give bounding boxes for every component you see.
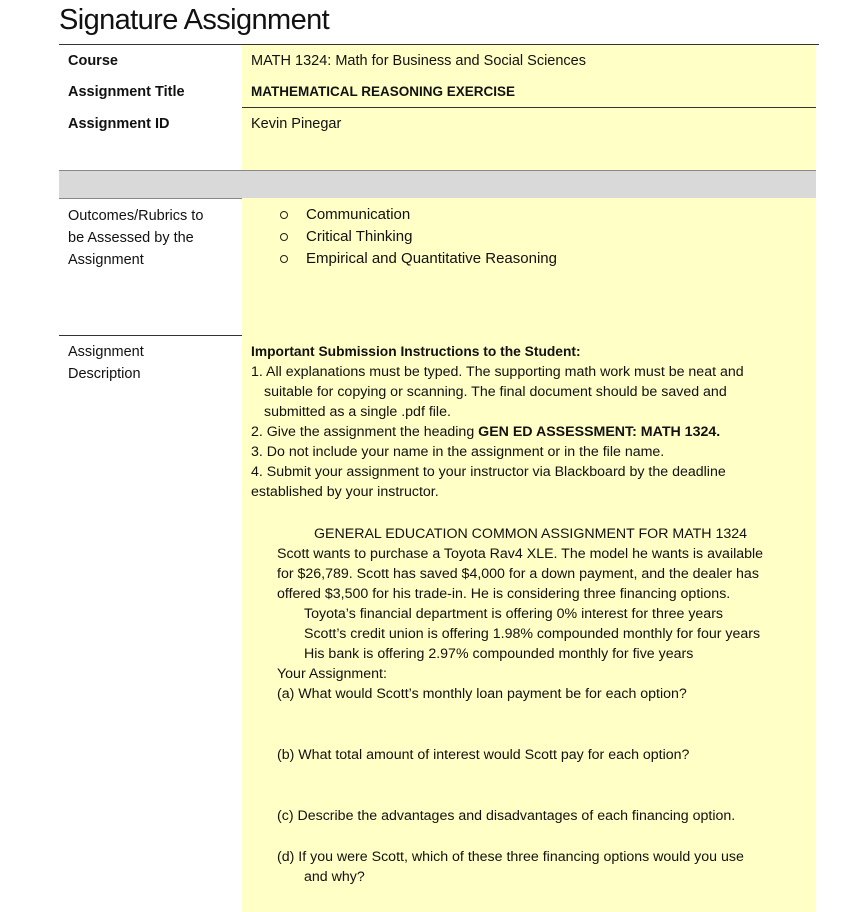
course-label: Course	[68, 53, 118, 69]
description-label-line: Assignment	[68, 344, 144, 360]
instruction-4-line: established by your instructor.	[251, 484, 439, 500]
question-b: (b) What total amount of interest would Scott pay for each option?	[277, 747, 690, 763]
instruction-1-line: submitted as a single .pdf file.	[264, 404, 451, 420]
description-label	[68, 341, 144, 385]
description-label-line: Description	[68, 366, 141, 382]
section-divider-bar	[59, 171, 816, 198]
circle-bullet-icon	[280, 211, 288, 219]
question-d-line: and why?	[304, 869, 365, 885]
assignment-id-label: Assignment ID	[68, 116, 170, 132]
question-d-line: (d) If you were Scott, which of these three financing options would you use	[277, 849, 744, 865]
outcomes-label-line: Assignment	[68, 252, 144, 268]
financing-option: His bank is offering 2.97% compounded monthly for five years	[304, 646, 694, 662]
assignment-title-label: Assignment Title	[68, 84, 185, 100]
question-d	[277, 847, 744, 887]
instruction-2	[251, 422, 811, 442]
question-c: (c) Describe the advantages and disadvantages of each financing option.	[277, 808, 736, 824]
scenario-line: for $26,789. Scott has saved $4,000 for a down payment, and the dealer has	[277, 566, 759, 582]
section-rule	[59, 170, 816, 171]
financing-option: Scott’s credit union is offering 1.98% compounded monthly for four years	[304, 626, 761, 642]
title-row-rule	[242, 107, 816, 108]
circle-bullet-icon	[280, 233, 288, 241]
your-assignment-heading: Your Assignment:	[277, 666, 387, 682]
outcome-item	[278, 226, 557, 248]
page-title: Signature Assignment	[59, 4, 330, 36]
outcomes-label-line: Outcomes/Rubrics to	[68, 208, 204, 224]
instruction-4-line: 4. Submit your assignment to your instructor via Blackboard by the deadline	[251, 464, 726, 480]
assignment-id-value: Kevin Pinegar	[251, 116, 342, 132]
outcome-item	[278, 248, 557, 270]
scenario-line: Scott wants to purchase a Toyota Rav4 XLE. The model he wants is available	[277, 546, 764, 562]
instruction-3: 3. Do not include your name in the assignment or in the file name.	[251, 444, 665, 460]
circle-bullet-icon	[280, 255, 288, 263]
instruction-2-text: 2. Give the assignment the heading	[251, 424, 479, 440]
instruction-2-heading: GEN ED ASSESSMENT: MATH 1324.	[478, 424, 721, 440]
title-rule	[59, 44, 819, 45]
outcomes-label-line: be Assessed by the	[68, 230, 194, 246]
outcome-item	[278, 204, 557, 226]
outcome-text: Critical Thinking	[306, 228, 413, 245]
instruction-1-line: 1. All explanations must be typed. The supporting math work must be neat and	[251, 364, 744, 380]
instruction-1-line: suitable for copying or scanning. The final document should be saved and	[264, 384, 727, 400]
submission-instructions	[251, 342, 811, 502]
question-a: (a) What would Scott’s monthly loan payment be for each option?	[277, 686, 687, 702]
instructions-heading: Important Submission Instructions to the Student:	[251, 344, 581, 359]
scenario-line: offered $3,500 for his trade-in. He is considering three financing options.	[277, 586, 731, 602]
outcomes-rule	[59, 198, 242, 199]
common-heading: GENERAL EDUCATION COMMON ASSIGNMENT FOR MATH 1324	[314, 526, 748, 542]
outcome-text: Empirical and Quantitative Reasoning	[306, 250, 557, 267]
course-value: MATH 1324: Math for Business and Social Sciences	[251, 53, 587, 69]
assignment-title-value: MATHEMATICAL REASONING EXERCISE	[251, 84, 516, 99]
common-assignment	[277, 524, 807, 704]
outcomes-list	[278, 204, 557, 270]
description-rule	[59, 335, 242, 336]
outcome-text: Communication	[306, 206, 411, 223]
outcomes-label	[68, 205, 203, 271]
financing-option: Toyota’s financial department is offering 0% interest for three years	[304, 606, 724, 622]
